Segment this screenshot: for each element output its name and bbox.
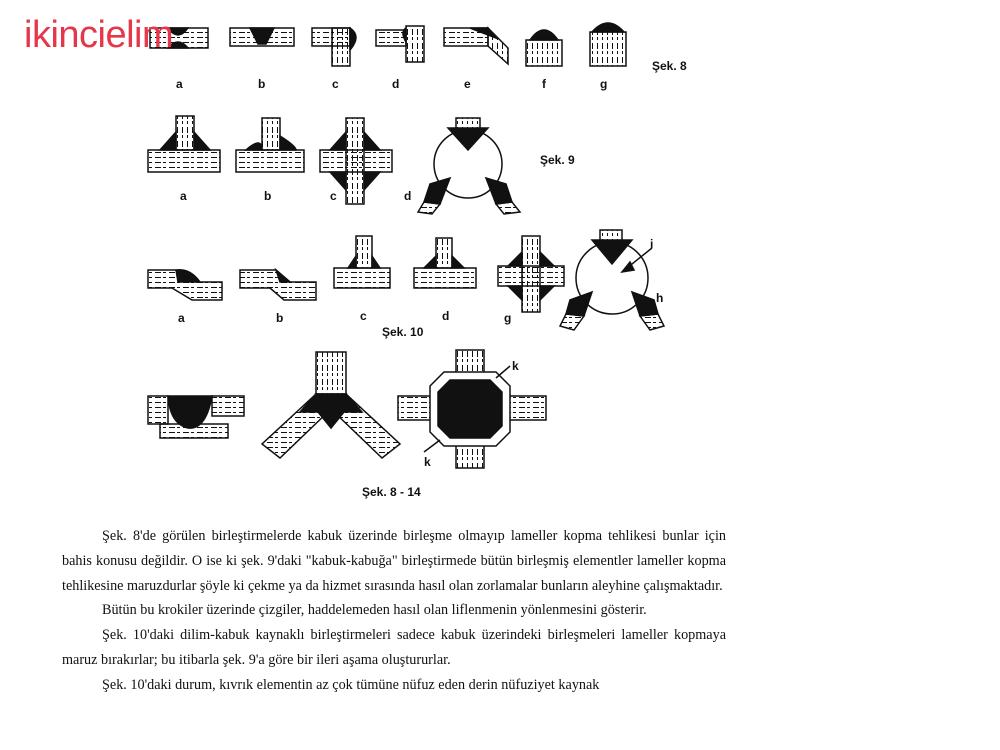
sek10-label-h: h (656, 291, 664, 305)
sek8-label-g: g (600, 77, 608, 91)
sek9-label-a: a (180, 189, 187, 203)
paragraph-2: Bütün bu krokiler üzerinde çizgiler, haddelemeden hasıl olan liflenmenin yönlenmesini gösterir. (102, 602, 647, 619)
sek8-joints (150, 23, 626, 66)
sek8-14-caption: Şek. 8 - 14 (362, 485, 421, 499)
paragraph-1: Şek. 8'de görülen birleştirmelerde kabuk üzerinde birleşme olmayıp lameller kopma tehlikesi bunlar için bahis konusu değildir. O ise ki şek. 9'daki "kabuk-kabuğa" birleştirmede bütün birleşmiş elementler lameller kopma tehlikesine maruzdurlar şöyle ki çekme ya da hizmet sırasında hasıl olan zorlamalar bunların aleyhine çalışmaktadır. (62, 528, 726, 594)
sek9-caption: Şek. 9 (540, 153, 575, 167)
sek10-label-b: b (276, 311, 284, 325)
sek11-14-joints (148, 350, 546, 468)
sek9-label-d: d (404, 189, 412, 203)
sek9-label-c: c (330, 189, 337, 203)
sek8-label-b: b (258, 77, 266, 91)
sek8-label-c: c (332, 77, 339, 91)
sek10-label-c: c (360, 309, 367, 323)
sek8-label-d: d (392, 77, 400, 91)
sek10-label-a: a (178, 311, 185, 325)
sek8-label-f: f (542, 77, 546, 91)
paragraph-3: Şek. 10'daki dilim-kabuk kaynaklı birleştirmeleri sadece kabuk üzerindeki birleşmeleri lameller kopmaya maruz bırakırlar; bu itibarla şek. 9'a göre bir ileri aşama oluştururlar. (62, 627, 726, 668)
sek9-label-b: b (264, 189, 272, 203)
sek14-label-k-bottom: k (424, 455, 431, 469)
sek10-label-d: d (442, 309, 450, 323)
watermark-logo: ikincielim (24, 14, 174, 56)
sek10-joints (148, 230, 664, 330)
paragraph-4: Şek. 10'daki durum, kıvrık elementin az çok tümüne nüfuz eden derin nüfuziyet kaynak (102, 676, 600, 693)
body-text (62, 524, 726, 698)
sek8-caption: Şek. 8 (652, 59, 687, 73)
sek10-label-g: g (504, 311, 512, 325)
sek10-caption: Şek. 10 (382, 325, 424, 339)
sek14-label-k-top: k (512, 359, 519, 373)
sek10-label-i: i (650, 237, 654, 251)
sek8-label-a: a (176, 77, 183, 91)
sek8-label-e: e (464, 77, 471, 91)
